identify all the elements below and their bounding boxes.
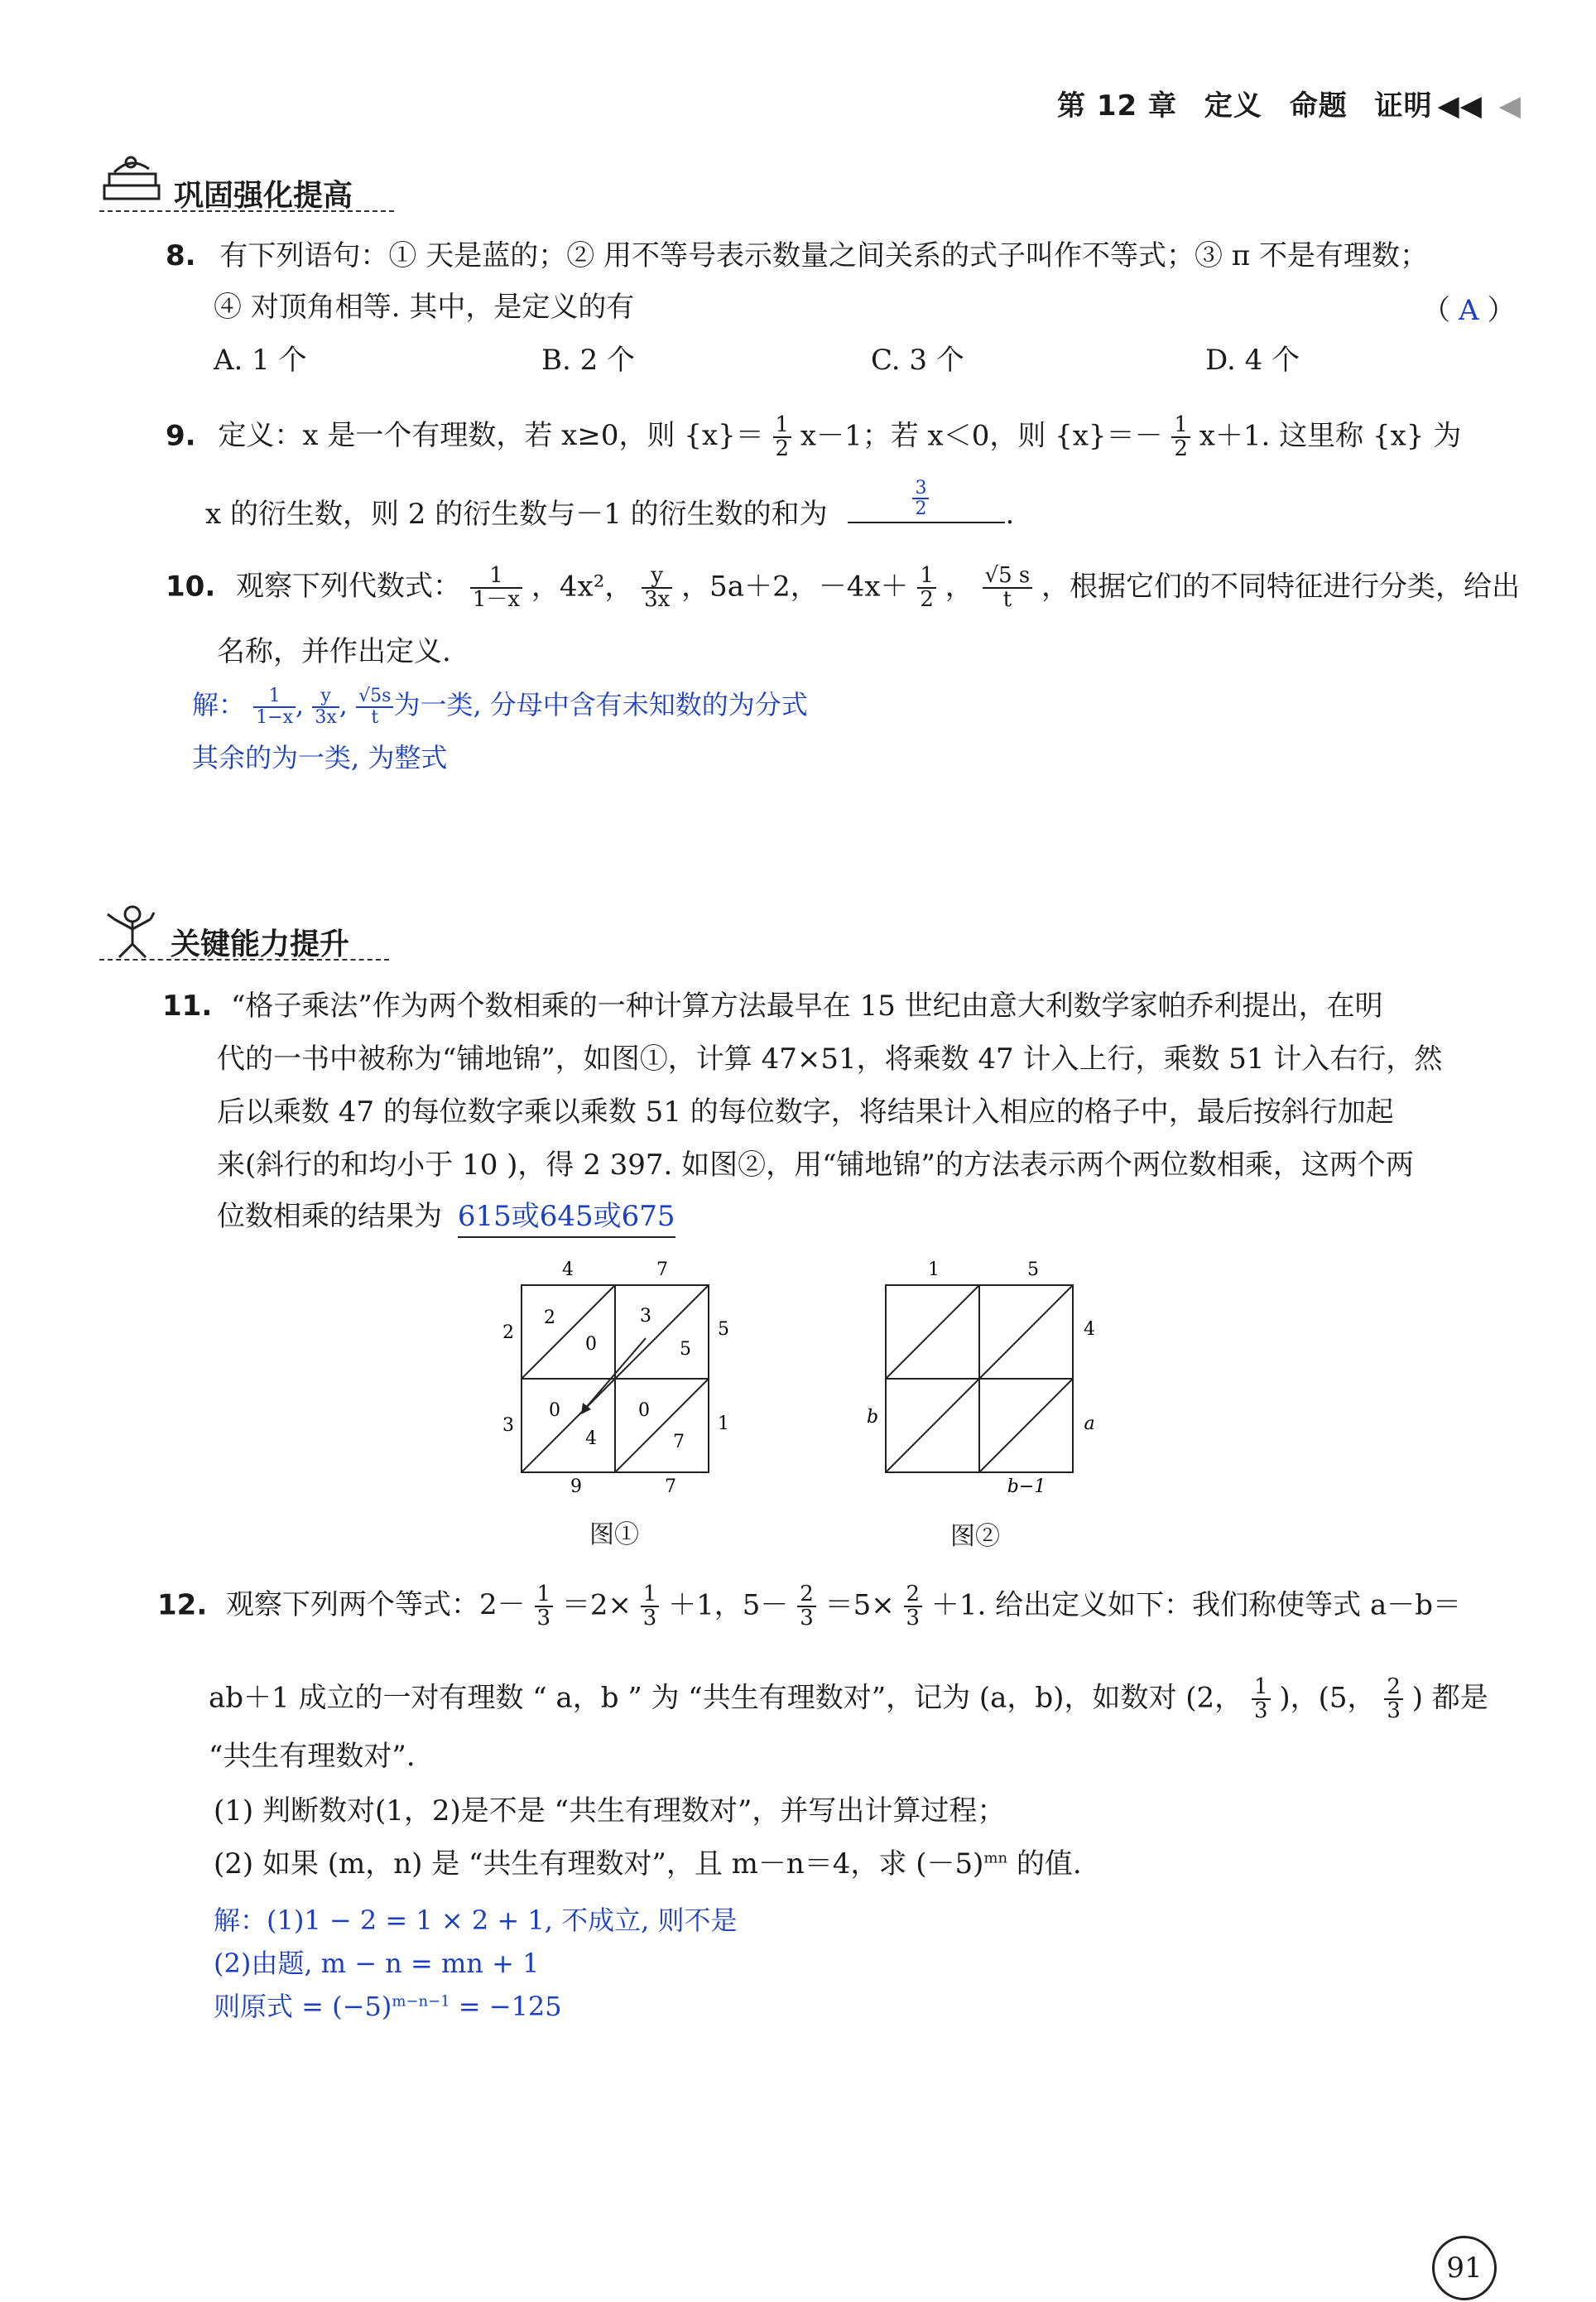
- numerator: 2: [797, 1583, 816, 1607]
- question-number: 10.: [166, 570, 216, 604]
- fraction: [983, 565, 1033, 612]
- fraction: [356, 686, 393, 726]
- page-number: 91: [1432, 2236, 1497, 2300]
- denominator: 3: [1253, 1698, 1268, 1724]
- question-12-line1: [157, 1583, 1461, 1630]
- question-11-line3: 后以乘数 47 的每位数字乘以乘数 51 的每位数字，将结果计入相应的格子中，最后按斜行加起: [217, 1096, 1394, 1129]
- fig2-right-digit: 4: [1084, 1319, 1095, 1340]
- fig1-cell: 0: [585, 1334, 597, 1355]
- option-c: C. 3 个: [871, 344, 964, 377]
- denominator: 3: [1387, 1698, 1401, 1724]
- question-text: 有下列语句：① 天是蓝的；② 用不等号表示数量之间关系的式子叫作不等式；③ π 不是有理数；: [219, 239, 1428, 272]
- question-10-solution-line1: 解： $\frac{1}{1-x}$ , $\frac{y}{3x}$ , $\frac{√5s}{t}$ 为一类, 分母中含有未知数的为分式: [192, 686, 808, 728]
- question-number: 12.: [157, 1588, 208, 1622]
- exponent: mn: [983, 1849, 1008, 1867]
- question-12-sub1: (1) 判断数对(1，2)是不是 “共生有理数对”，并写出计算过程；: [214, 1794, 1006, 1828]
- header-topic-definition: 定义: [1204, 89, 1262, 123]
- fraction: [312, 686, 339, 726]
- fig1-cell: 0: [638, 1400, 650, 1421]
- question-12-line3: “共生有理数对”.: [209, 1740, 416, 1773]
- fig1-cell: 7: [673, 1432, 685, 1452]
- question-8-answer-bracket: [1422, 296, 1516, 325]
- text: )，(5，: [1279, 1681, 1376, 1715]
- text: ) 都是: [1411, 1681, 1488, 1715]
- question-12-line2: [209, 1676, 1488, 1723]
- question-10-line1: [166, 565, 1520, 612]
- text: x－1；若 x＜0，则 {x}＝－: [800, 419, 1163, 453]
- text: ，4x²，: [531, 570, 633, 604]
- numerator: y: [642, 565, 672, 589]
- fig2-top-digit: 1: [928, 1259, 940, 1280]
- numerator: 1: [773, 414, 792, 438]
- question-11-line1: [162, 990, 1383, 1023]
- numerator: 1: [470, 565, 522, 589]
- numerator: 2: [904, 1583, 923, 1607]
- question-10-solution-line2: 其余的为一类, 为整式: [192, 742, 448, 773]
- text: ＝2×: [561, 1588, 632, 1622]
- numerator: 1: [535, 1583, 554, 1607]
- answer-blank: [848, 478, 1005, 523]
- denominator: t: [371, 706, 379, 728]
- text: ，根据它们的不同特征进行分类，给出: [1041, 570, 1521, 604]
- numerator: 1: [1171, 414, 1190, 438]
- section-title-consolidate: 巩固强化提高: [174, 179, 353, 213]
- denominator: t: [1002, 587, 1012, 613]
- question-12-solution-line3: [214, 1986, 562, 2024]
- numerator: √5 s: [983, 565, 1033, 589]
- fig1-right-digit: 1: [718, 1413, 729, 1434]
- option-b: B. 2 个: [541, 344, 636, 377]
- fig1-left-digit: 2: [502, 1322, 514, 1343]
- text: ＋1. 给出定义如下：我们称使等式 a－b＝: [930, 1588, 1461, 1622]
- denominator: 3x: [315, 706, 337, 728]
- fig1-cell: 4: [585, 1428, 597, 1449]
- denominator: 3: [536, 1606, 551, 1631]
- denominator: 3: [642, 1606, 657, 1631]
- text: 则原式 = (−5): [214, 1991, 392, 2022]
- fig2-left-variable: b: [866, 1407, 879, 1428]
- fig1-top-digit: 7: [656, 1259, 668, 1280]
- text: ＝5×: [824, 1588, 895, 1622]
- exponent: m−n−1: [392, 1992, 450, 2011]
- fig1-left-digit: 3: [502, 1415, 514, 1436]
- question-8-answer: A: [1459, 294, 1479, 327]
- question-12-solution-line1: 解：(1)1 − 2 = 1 × 2 + 1, 不成立, 则不是: [214, 1905, 738, 1936]
- denominator: 2: [1174, 436, 1188, 462]
- question-11-answer: 615或645或675: [458, 1200, 675, 1238]
- header-topic-proof: 证明: [1374, 89, 1433, 123]
- figure-1-lattice: [488, 1252, 753, 1509]
- figure-2-caption: 图②: [950, 1522, 1000, 1551]
- text: x＋1. 这里称 {x} 为: [1199, 419, 1462, 453]
- question-12-sub2: [214, 1847, 1082, 1881]
- numerator: 1: [917, 565, 936, 589]
- question-8-line2: ④ 对顶角相等. 其中，是定义的有: [214, 291, 635, 324]
- denominator: 2: [915, 498, 927, 520]
- figure-1-caption: 图①: [589, 1520, 639, 1549]
- text: x 的衍生数，则 2 的衍生数与－1 的衍生数的和为: [205, 498, 828, 531]
- text: 观察下列代数式：: [236, 570, 462, 604]
- denominator: 3x: [644, 587, 671, 613]
- text: 观察下列两个等式：2－: [226, 1588, 526, 1622]
- fraction: [797, 1583, 816, 1630]
- paren-left: （: [1422, 294, 1450, 327]
- fraction: [1384, 1676, 1403, 1723]
- fraction: [641, 1583, 660, 1630]
- text: ，: [945, 570, 973, 604]
- fig1-bottom-digit: 9: [570, 1476, 582, 1497]
- option-a: A. 1 个: [214, 344, 307, 377]
- solution-label: 解：: [192, 689, 246, 720]
- question-9-line1: [166, 414, 1461, 461]
- section-divider: [99, 210, 394, 212]
- question-11-line4: 来(斜行的和均小于 10 )，得 2 397. 如图②，用“铺地锦”的方法表示两个两位数相乘，这两个两: [217, 1149, 1414, 1182]
- question-9-line2: [205, 478, 1015, 531]
- fig1-cell: 0: [549, 1400, 560, 1421]
- text: ＋1，5－: [668, 1588, 789, 1622]
- denominator: 3: [906, 1606, 921, 1631]
- text: ab＋1 成立的一对有理数 “ a，b ” 为 “共生有理数对”，记为 (a，b)，如数对: [209, 1681, 1177, 1715]
- question-number: 8.: [166, 239, 196, 272]
- numerator: 1: [253, 686, 296, 707]
- fraction: [470, 565, 522, 612]
- numerator: 2: [1384, 1676, 1403, 1700]
- fraction: [773, 414, 792, 461]
- fig2-right-variable: a: [1084, 1413, 1095, 1434]
- denominator: 3: [800, 1606, 814, 1631]
- question-8-line1: [166, 239, 1428, 272]
- question-10-line2: 名称，并作出定义.: [217, 635, 451, 668]
- solution-text: 为一类, 分母中含有未知数的为分式: [393, 689, 808, 720]
- numerator: 1: [641, 1583, 660, 1607]
- fig1-bottom-digit: 7: [665, 1476, 676, 1497]
- numerator: √5s: [356, 686, 393, 707]
- fig1-cell: 5: [680, 1339, 691, 1360]
- text: “格子乘法”作为两个数相乘的一种计算方法最早在 15 世纪由意大利数学家帕乔利提出，在明: [231, 990, 1383, 1023]
- denominator: 1−x: [256, 706, 294, 728]
- question-number: 11.: [162, 990, 213, 1023]
- fraction: [1252, 1676, 1271, 1723]
- question-11-line2: 代的一书中被称为“铺地锦”，如图①，计算 47×51，将乘数 47 计入上行，乘数 51 计入右行，然: [217, 1043, 1443, 1076]
- fig1-right-digit: 5: [718, 1319, 729, 1340]
- denominator: 2: [775, 436, 790, 462]
- figure-2-lattice: [853, 1252, 1126, 1509]
- question-9-answer: [912, 479, 929, 518]
- fig2-bottom-expression: b−1: [1007, 1476, 1046, 1497]
- section-books-icon: [98, 154, 167, 209]
- chapter-header: 第 12 章 定义 命题 证明 ◀◀ ◀: [1057, 89, 1521, 123]
- text: (2，: [1185, 1681, 1243, 1715]
- header-topic-proposition: 命题: [1289, 89, 1348, 123]
- numerator: 1: [1252, 1676, 1271, 1700]
- fig1-top-digit: 4: [562, 1259, 574, 1280]
- fig1-cell: 3: [640, 1306, 651, 1327]
- fig2-top-digit: 5: [1027, 1259, 1039, 1280]
- option-d: D. 4 个: [1205, 344, 1300, 377]
- paren-right: ）: [1487, 294, 1516, 327]
- denominator: 1－x: [472, 587, 521, 613]
- text: 位数相乘的结果为: [217, 1200, 442, 1233]
- section-title-key-ability: 关键能力提升: [171, 927, 350, 961]
- fraction: [1171, 414, 1190, 461]
- section-divider: [99, 959, 389, 961]
- numerator: y: [312, 686, 339, 707]
- text: (2) 如果 (m，n) 是 “共生有理数对”，且 m－n＝4，求 (－5): [214, 1847, 984, 1881]
- text: 的值.: [1007, 1847, 1082, 1881]
- fraction: [904, 1583, 923, 1630]
- fraction: [642, 565, 672, 612]
- question-number: 9.: [166, 419, 196, 453]
- fraction: [917, 565, 936, 612]
- fraction: [253, 686, 296, 726]
- section-figure-icon: [99, 901, 164, 961]
- denominator: 2: [920, 587, 934, 613]
- text: 定义：x 是一个有理数，若 x≥0，则 {x}＝: [218, 419, 764, 453]
- question-12-solution-line2: (2)由题, m − n = mn + 1: [214, 1948, 540, 1979]
- question-11-line5: [217, 1200, 675, 1233]
- period: .: [1005, 498, 1015, 531]
- fig1-cell: 2: [544, 1308, 555, 1328]
- numerator: 3: [912, 479, 929, 499]
- text: = −125: [449, 1991, 562, 2022]
- chapter-number: 第 12 章: [1057, 89, 1178, 123]
- text: ，5a＋2，－4x＋: [681, 570, 909, 604]
- fraction: [535, 1583, 554, 1630]
